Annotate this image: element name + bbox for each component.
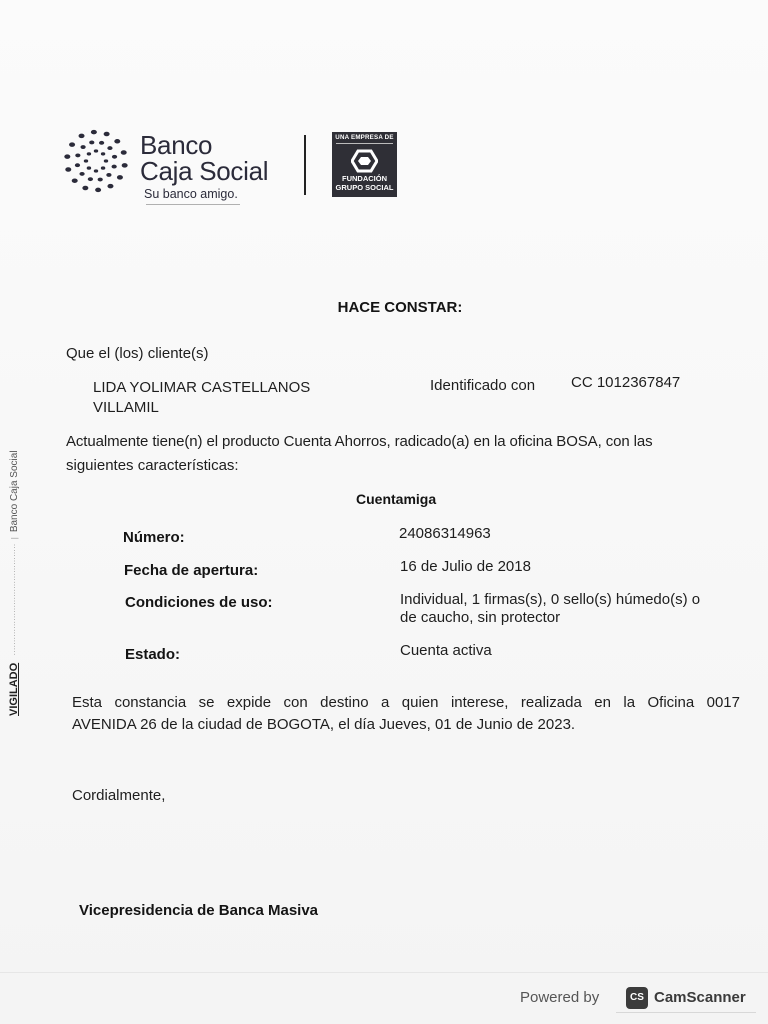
stamp-bank-name: Banco Caja Social bbox=[9, 450, 20, 533]
id-value: CC 1012367847 bbox=[571, 374, 681, 391]
logo-divider bbox=[304, 135, 306, 195]
logo-dot bbox=[117, 175, 123, 180]
logo-dot bbox=[72, 178, 78, 183]
partner-top-rule bbox=[336, 143, 393, 144]
stamp-faint: ·········································· | bbox=[10, 534, 19, 661]
camscanner-icon: CS bbox=[626, 987, 648, 1009]
hexagon-icon bbox=[351, 149, 378, 173]
brand-name-line2: Caja Social bbox=[140, 156, 269, 186]
logo-dot bbox=[88, 177, 93, 181]
partner-line2: GRUPO SOCIAL bbox=[335, 183, 394, 192]
detail-label-numero: Número: bbox=[123, 529, 185, 546]
logo-dot bbox=[107, 146, 112, 150]
detail-value-fecha: 16 de Julio de 2018 bbox=[400, 558, 531, 575]
brand-tagline: Su banco amigo. bbox=[144, 187, 238, 201]
salutation: Cordialmente, bbox=[72, 787, 166, 804]
logo-dot bbox=[89, 141, 94, 145]
logo-dot bbox=[104, 132, 110, 137]
closing-line1: Esta constancia se expide con destino a quien interese, realizada en la Oficina 0017 bbox=[72, 694, 740, 711]
logo-dot bbox=[75, 163, 80, 167]
closing-line2: AVENIDA 26 de la ciudad de BOGOTA, el día Jueves, 01 de Junio de 2023. bbox=[72, 716, 576, 733]
side-stamp bbox=[8, 436, 38, 716]
logo-dot bbox=[112, 155, 117, 159]
intro-text: Que el (los) cliente(s) bbox=[66, 345, 209, 362]
logo-dot bbox=[94, 169, 98, 172]
logo-dot bbox=[95, 188, 101, 193]
logo-dot bbox=[65, 167, 71, 172]
detail-label-estado: Estado: bbox=[125, 646, 181, 663]
bank-logo-icon bbox=[60, 126, 132, 196]
tagline-underline bbox=[146, 204, 240, 205]
partner-line1: FUNDACIÓN bbox=[342, 174, 387, 183]
logo-dot bbox=[106, 173, 111, 177]
powered-by-text: Powered by bbox=[520, 989, 600, 1006]
logo-dot bbox=[79, 172, 84, 176]
logo-dot bbox=[114, 139, 120, 144]
logo-dot bbox=[104, 159, 108, 162]
detail-label-condiciones: Condiciones de uso: bbox=[125, 594, 273, 611]
watermark-rule bbox=[616, 1012, 756, 1013]
logo-dot bbox=[99, 141, 104, 145]
vigilado-text: VIGILADO bbox=[8, 662, 20, 716]
camscanner-name: CamScanner bbox=[654, 989, 746, 1006]
logo-dot bbox=[80, 145, 85, 149]
logo-dot bbox=[101, 166, 105, 169]
partner-top-text: UNA EMPRESA DE bbox=[335, 134, 394, 141]
logo-dot bbox=[87, 152, 91, 155]
detail-value-estado: Cuenta activa bbox=[400, 642, 492, 659]
id-label: Identificado con bbox=[430, 377, 536, 394]
client-name-line2: VILLAMIL bbox=[93, 399, 159, 416]
logo-dot bbox=[101, 152, 105, 155]
logo-dot bbox=[91, 130, 97, 135]
logo-dot bbox=[122, 163, 128, 168]
partner-logo bbox=[332, 132, 397, 197]
scan-edge bbox=[0, 972, 768, 973]
logo-dot bbox=[82, 186, 88, 191]
logo-dot bbox=[112, 165, 117, 169]
detail-value-condiciones: Individual, 1 firmas(s), 0 sello(s) húmedo(s) o bbox=[400, 591, 701, 608]
logo-dot bbox=[121, 150, 127, 155]
detail-label-fecha: Fecha de apertura: bbox=[124, 562, 259, 579]
product-text-line1: Actualmente tiene(n) el producto Cuenta Ahorros, radicado(a) en la oficina BOSA, con las bbox=[66, 433, 653, 450]
logo-dot bbox=[107, 184, 113, 189]
logo-dot bbox=[87, 166, 91, 169]
client-name-line1: LIDA YOLIMAR CASTELLANOS bbox=[93, 379, 311, 396]
signature-department: Vicepresidencia de Banca Masiva bbox=[79, 902, 319, 919]
brand-name-line1: Banco bbox=[140, 130, 213, 160]
logo-dot bbox=[75, 153, 80, 157]
logo-dot bbox=[84, 159, 88, 162]
logo-dot bbox=[98, 178, 103, 182]
detail-value-condiciones-line2: de caucho, sin protector bbox=[400, 609, 561, 626]
logo-dot bbox=[64, 154, 70, 159]
logo-dot bbox=[69, 142, 75, 147]
logo-dot bbox=[79, 134, 85, 139]
document-title: HACE CONSTAR: bbox=[337, 299, 463, 316]
logo-dot bbox=[94, 149, 98, 152]
product-name: Cuentamiga bbox=[356, 491, 437, 507]
detail-value-numero: 24086314963 bbox=[399, 525, 491, 542]
product-text-line2: siguientes características: bbox=[66, 457, 239, 474]
